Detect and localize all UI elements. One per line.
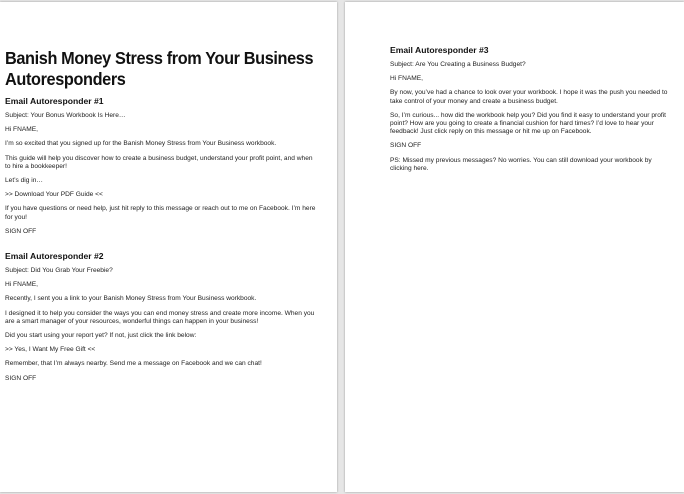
email-sign-off: SIGN OFF [390,142,422,150]
section-heading: Email Autoresponder #3 [390,45,489,55]
email-body-paragraph: Recently, I sent you a link to your Banish Money Stress from Your Business workbook. [5,295,257,303]
email-link-text: >> Download Your PDF Guide << [5,191,103,199]
document-page-2 [345,2,684,492]
email-sign-off: SIGN OFF [5,374,37,382]
email-subject: Subject: Your Bonus Workbook Is Here… [5,112,126,119]
document-page-1 [0,2,337,492]
email-body-paragraph: If you have questions or need help, just hit reply to this message or reach out to me on Facebook. I’m here for you! [5,205,316,221]
email-body-paragraph: This guide will help you discover how to create a business budget, understand your profit point, and when to hire a bookkeeper! [5,154,313,170]
autoresponder-1-section [5,96,319,236]
document-title: Banish Money Stress from Your Business Autoresponders [5,48,314,89]
autoresponder-2-section [5,251,319,383]
email-body-paragraph: Did you start using your report yet? If not, just click the link below: [5,332,197,340]
email-subject: Subject: Are You Creating a Business Budget? [390,61,526,68]
section-heading: Email Autoresponder #1 [5,96,104,106]
email-subject: Subject: Did You Grab Your Freebie? [5,267,113,275]
email-link-text: >> Yes, I Want My Free Gift << [5,346,96,354]
email-body-paragraph: I’m so excited that you signed up for the Banish Money Stress from Your Business workbook. [5,140,277,148]
email-body-paragraph: Remember, that I’m always nearby. Send me a message on Facebook and we can chat! [5,360,262,368]
email-sign-off: SIGN OFF [5,227,37,235]
email-body-paragraph: So, I’m curious... how did the workbook help you? Did you find it easy to understand your profit point? How are you going to create a financial cushion for hard times? I’d love to hear your feedback! Just click reply on this message or hit me up on Facebook. [390,111,666,136]
email-body-paragraph: I designed it to help you consider the ways you can end money stress and create more income. When you are a smart manager of your resources, wonderful things can happen in your business! [5,309,315,325]
email-greeting: Hi FNAME, [5,126,38,134]
email-body-paragraph: Let’s dig in… [5,177,43,185]
email-greeting: Hi FNAME, [390,75,423,83]
email-body-paragraph: By now, you’ve had a chance to look over your workbook. I hope it was the push you needed to take control of your money and create a business budget. [390,89,668,105]
email-greeting: Hi FNAME, [5,281,38,289]
autoresponder-3-section [390,45,670,173]
email-postscript: PS: Missed my previous messages? No worries. You can still download your workbook by clicking here. [390,156,652,172]
section-heading: Email Autoresponder #2 [5,251,104,262]
